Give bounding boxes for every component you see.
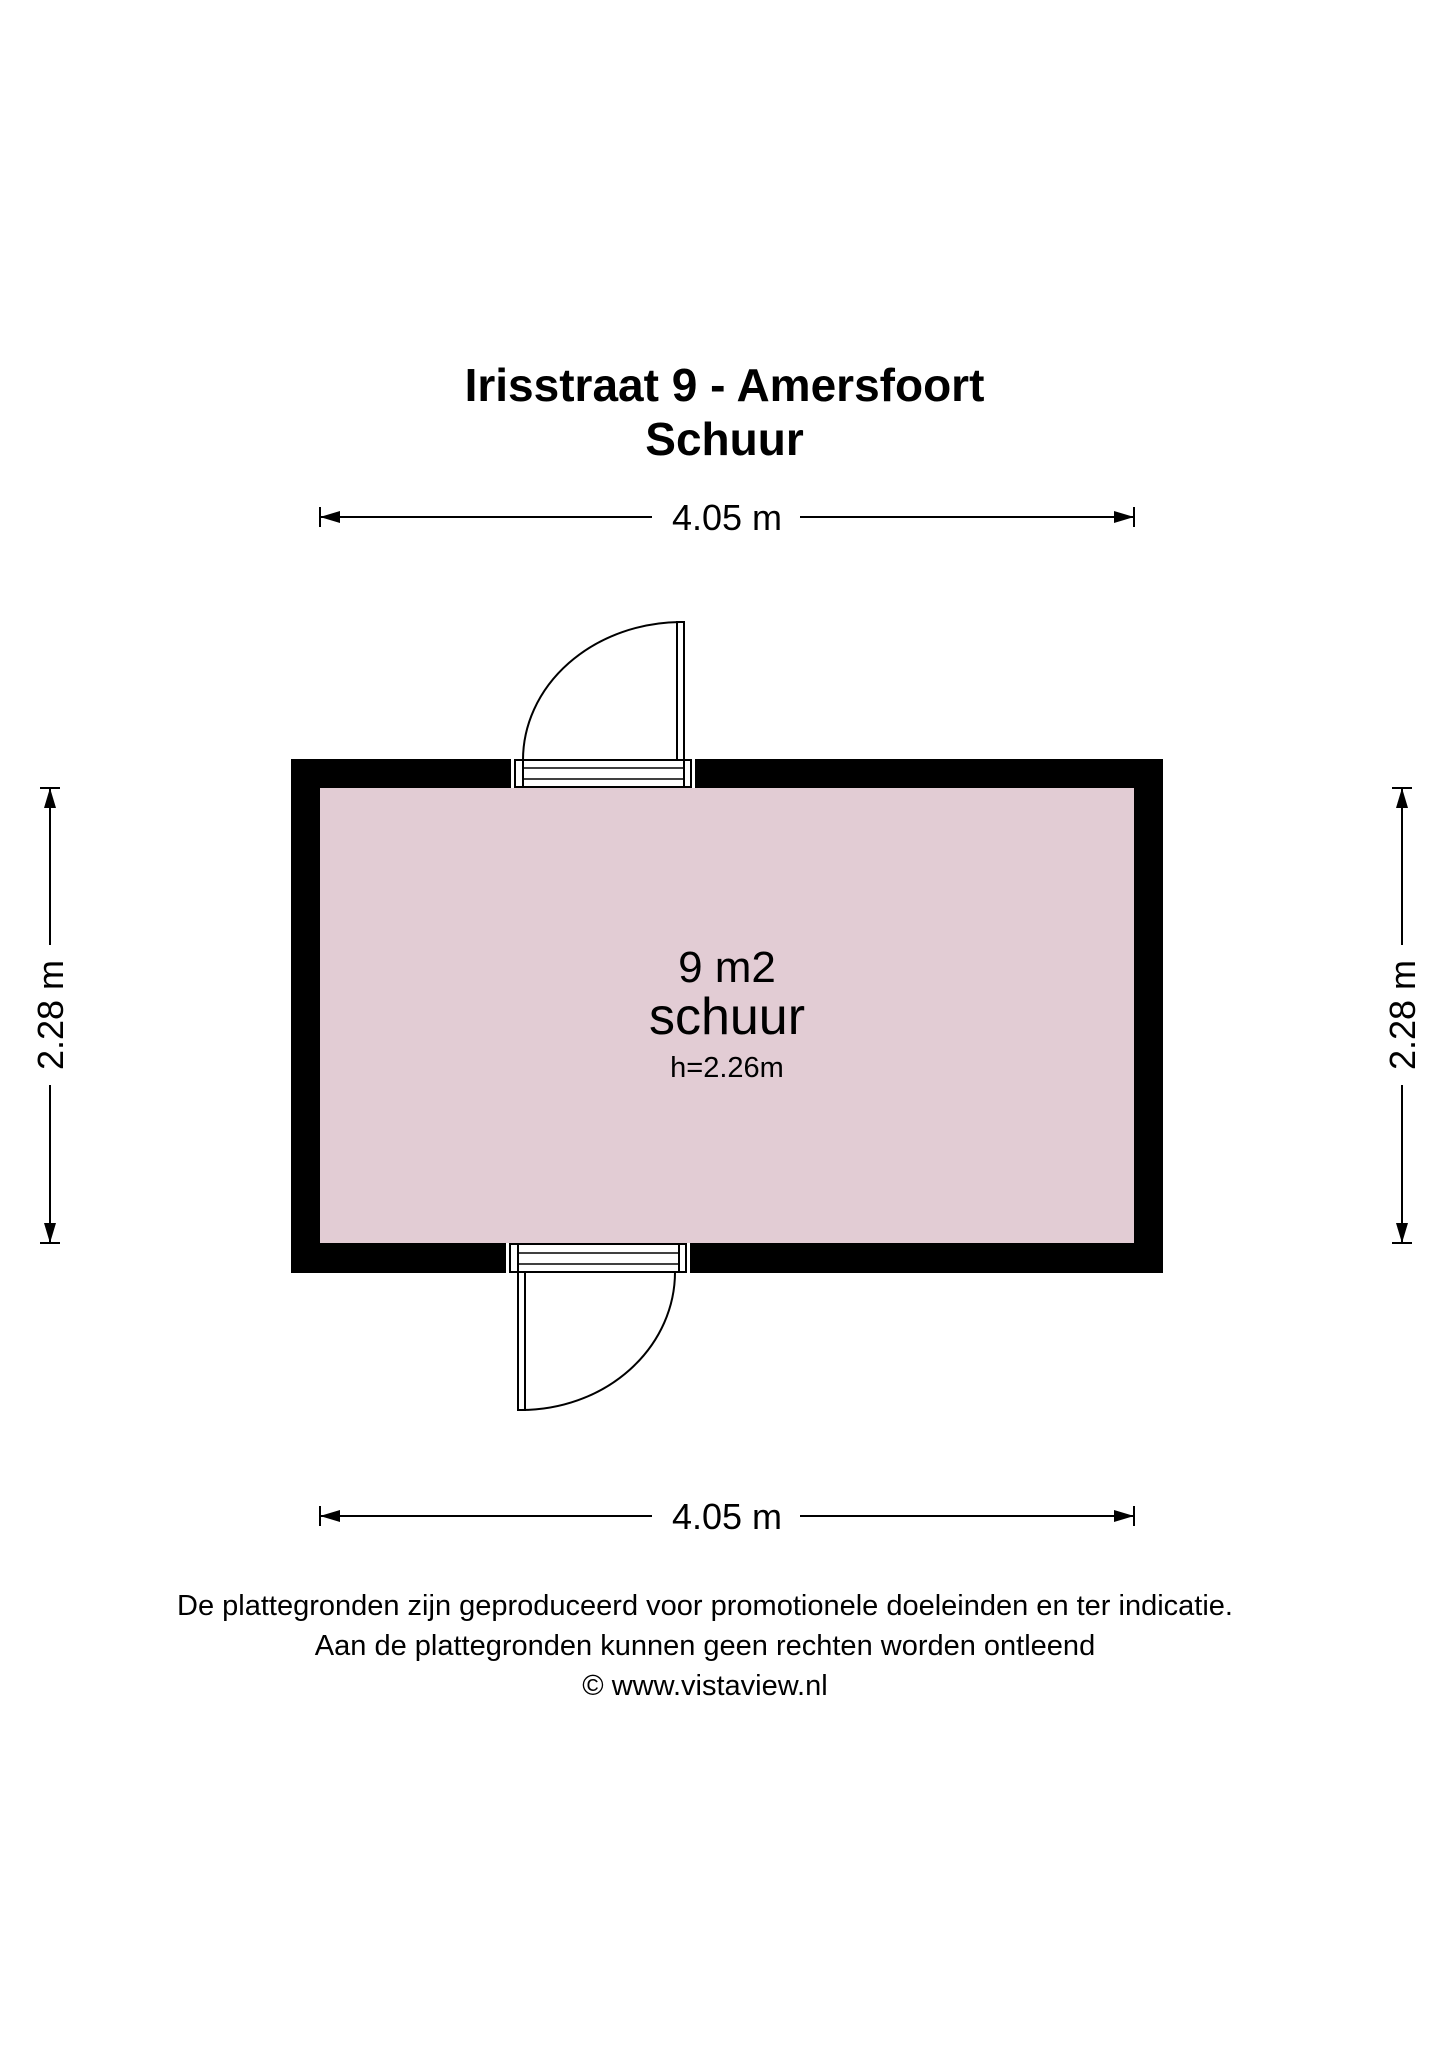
- dimension-bottom: [320, 1496, 1134, 1537]
- door-top: [515, 622, 691, 787]
- room-name: schuur: [648, 988, 806, 1046]
- dimension-right: [1382, 788, 1423, 1243]
- dimension-left: [30, 788, 71, 1243]
- door-bottom: [510, 1244, 686, 1410]
- dimension-bottom-label: 4.05 m: [671, 1496, 783, 1537]
- room-height: h=2.26m: [670, 1052, 784, 1084]
- room-area: 9 m2: [678, 943, 776, 992]
- dimension-right-label: 2.28 m: [1382, 959, 1423, 1071]
- copyright-line: © www.vistaview.nl: [582, 1670, 828, 1702]
- disclaimer-line-2: Aan de plattegronden kunnen geen rechten worden ontleend: [314, 1630, 1096, 1662]
- dimension-top: [320, 497, 1134, 538]
- dimension-left-label: 2.28 m: [30, 959, 71, 1071]
- plan-title-floor: Schuur: [645, 413, 804, 465]
- dimension-top-label: 4.05 m: [671, 497, 783, 538]
- plan-title-address: Irisstraat 9 - Amersfoort: [464, 359, 985, 411]
- disclaimer-line-1: De plattegronden zijn geproduceerd voor promotionele doeleinden en ter indicatie.: [177, 1590, 1233, 1622]
